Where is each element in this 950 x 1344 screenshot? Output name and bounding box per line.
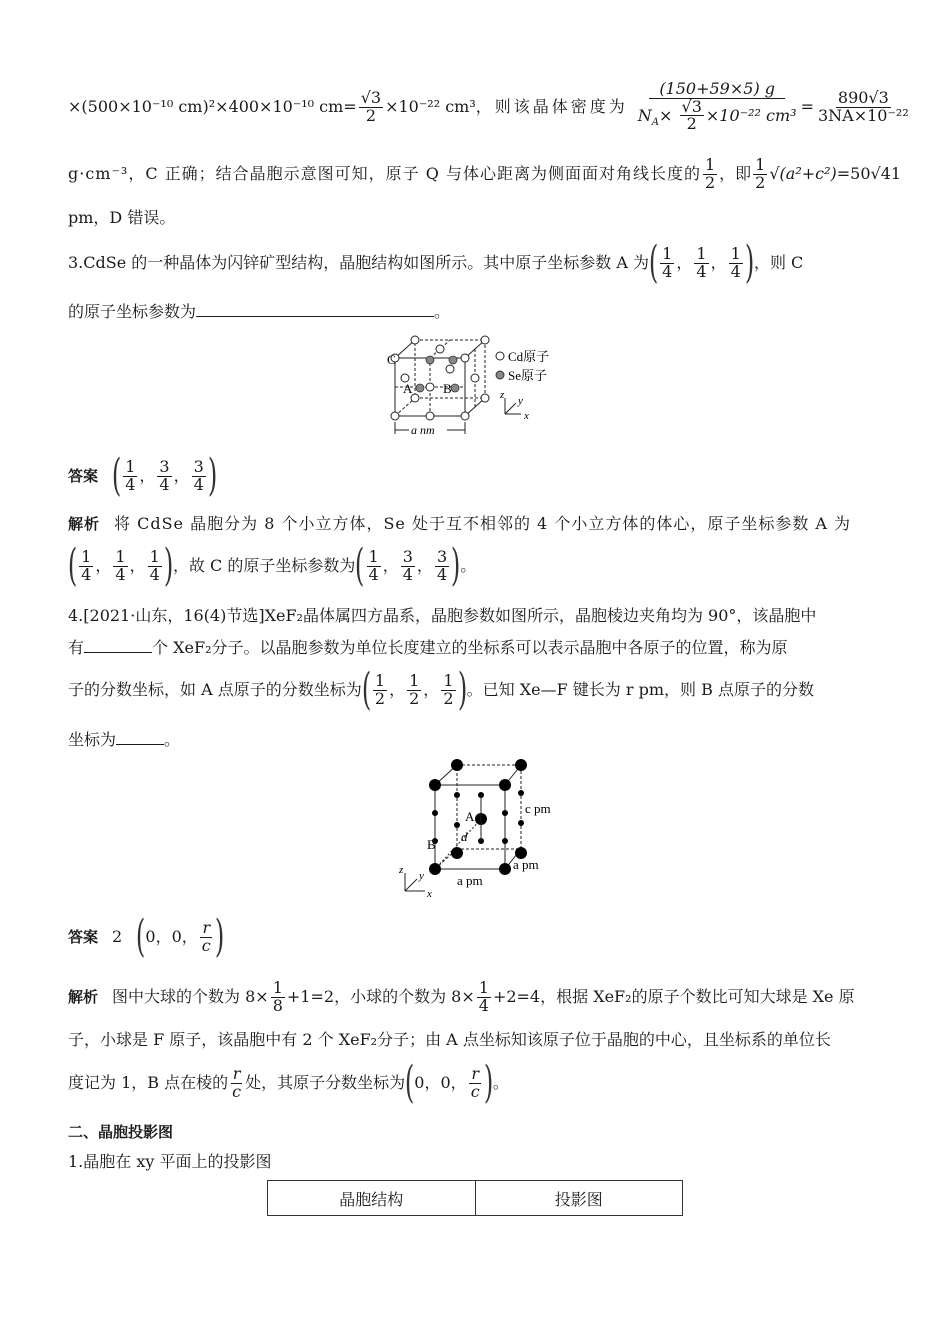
sqrt-expression: √(a²+c²)	[769, 164, 837, 183]
a-pm-bottom-label: a pm	[457, 873, 483, 888]
q-distance-line: g·cm⁻³，C 正确；结合晶胞示意图可知，原子 Q 与体心距离为侧面面对角线长度的 $\frac{1}{2}$ ，即 $\frac{1}{2}$ √(a²+c²) =50√41	[68, 154, 902, 192]
xef2-label-a: A	[465, 809, 475, 824]
cdse-unit-cell-figure	[385, 330, 575, 440]
q3-stem-2: 的原子坐标参数为 。	[68, 298, 882, 324]
projection-table	[267, 1180, 683, 1216]
q4-stem-3: 子的分数坐标，如 A 点原子的分数坐标为 ( $\frac{1}{2}$ ， $\frac{1}{2}$ ， $\frac{1}{2}$ ) 。已知 Xe—F 键长为 r pm，则 B 点原子的分数	[68, 664, 814, 715]
q4-analysis-3: 度记为 1，B 点在棱的 $\frac{r}{c}$ 处，其原子分数坐标为 ( 0 ， 0 ， $\frac{r}{c}$ ) 。	[68, 1057, 509, 1108]
dim-a-nm: a nm	[411, 423, 435, 437]
svg-text:y: y	[419, 870, 424, 882]
table-header-row	[268, 1181, 683, 1216]
svg-text:z: z	[399, 864, 404, 876]
header-cell-structure: 晶胞结构	[268, 1181, 476, 1216]
svg-text:z: z	[500, 389, 505, 401]
answer-coord-q3: ( $\frac{1}{4}$ ， $\frac{3}{4}$ ， $\frac{3}{4}$ )	[111, 450, 218, 501]
legend-cd: Cd原子	[508, 349, 550, 364]
volume-unit: ×10⁻²² cm³	[385, 97, 476, 116]
density-result: $\frac{890√3}{\text{3NA×10⁻²²}}$	[817, 87, 909, 125]
answer-blank-q3[interactable]	[196, 298, 434, 317]
q3-answer: 答案 ( $\frac{1}{4}$ ， $\frac{3}{4}$ ， $\frac{3}{4}$ )	[68, 450, 218, 501]
label-c: C	[387, 352, 396, 367]
svg-text:y: y	[518, 395, 523, 407]
answer-blank-q4-count[interactable]	[84, 634, 152, 653]
header-cell-projection: 投影图	[475, 1181, 683, 1216]
sqrt3-over-2: $\frac{√3}{2}$	[360, 87, 382, 125]
legend-se: Se原子	[508, 368, 548, 383]
q3-analysis-1: 解析 将 CdSe 晶胞分为 8 个小立方体，Se 处于互不相邻的 4 个小立方体的体心，原子坐标参数 A 为	[68, 514, 852, 533]
q4-analysis-2: 子，小球是 F 原子，该晶胞中有 2 个 XeF₂分子；由 A 点坐标知该原子位于晶胞的中心，且坐标系的单位长	[68, 1030, 831, 1049]
label-b: B	[443, 381, 452, 396]
q4-stem-2: 有 个 XeF₂分子。以晶胞参数为单位长度建立的坐标系可以表示晶胞中各原子的位置，称为原	[68, 634, 882, 660]
volume-expression: ×(500×10⁻¹⁰ cm)²×400×10⁻¹⁰ cm=	[68, 97, 357, 116]
answer-blank-q4-coord[interactable]	[116, 726, 164, 745]
half-fraction: $\frac{1}{2}$	[704, 154, 716, 192]
density-text: ，则该晶体密度为	[475, 97, 628, 116]
d-wrong-line: pm，D 错误。	[68, 208, 176, 227]
c-pm-label: c pm	[525, 801, 551, 816]
svg-text:x: x	[524, 410, 529, 422]
q4-answer: 答案 2 ( 0 ， 0 ， $\frac{r}{c}$ )	[68, 911, 225, 962]
answer-coord-q4: ( 0 ， 0 ， $\frac{r}{c}$ )	[136, 911, 225, 962]
q3-stem-1: 3.CdSe 的一种晶体为闪锌矿型结构，晶胞结构如图所示。其中原子坐标参数 A 为 ( $\frac{1}{4}$ ， $\frac{1}{4}$ ， $\frac{1}{4}$ ) ，则 C	[68, 237, 804, 288]
section-heading: 二、晶胞投影图	[68, 1123, 174, 1141]
section-subheading: 1.晶胞在 xy 平面上的投影图	[68, 1152, 272, 1171]
label-a: A	[403, 381, 413, 396]
q3-analysis-2: ( $\frac{1}{4}$ ， $\frac{1}{4}$ ， $\frac{1}{4}$ ) ，故 C 的原子坐标参数为 ( $\frac{1}{4}$ ， $\frac{3}{4}$ ， $\frac{3}{4}$ ) 。	[67, 540, 477, 591]
coord-a-q3: ( $\frac{1}{4}$ ， $\frac{1}{4}$ ， $\frac{1}{4}$ )	[648, 237, 755, 288]
xef2-label-d: d	[461, 829, 468, 844]
q4-stem-4: 坐标为 。	[68, 726, 882, 752]
q4-stem-1: 4.[2021·山东，16(4)节选]XeF₂晶体属四方晶系，晶胞参数如图所示，晶胞棱边夹角均为 90°，该晶胞中	[68, 606, 817, 625]
svg-text:x: x	[427, 888, 432, 900]
density-line: ×(500×10⁻¹⁰ cm)²×400×10⁻¹⁰ cm= $\frac{√3}{2}$ ×10⁻²² cm³ ，则该晶体密度为 (150+59×5) g $N_A\times$ $\frac{√3}{2}$ ×10⁻²² cm³ = $\frac{890√3}{\text{3NA×10⁻²²}}$	[68, 78, 909, 134]
q4-analysis-1: 解析 图中大球的个数为 8× $\frac{1}{8}$ +1=2，小球的个数为 8× $\frac{1}{4}$ +2=4，根据 XeF₂的原子个数比可知大球是 Xe 原	[68, 977, 855, 1015]
xef2-unit-cell-figure	[395, 755, 565, 903]
a-pm-right-label: a pm	[513, 857, 539, 872]
density-fraction: (150+59×5) g $N_A\times$ $\frac{√3}{2}$ ×10⁻²² cm³	[637, 78, 797, 134]
xef2-label-b: B	[427, 837, 436, 852]
